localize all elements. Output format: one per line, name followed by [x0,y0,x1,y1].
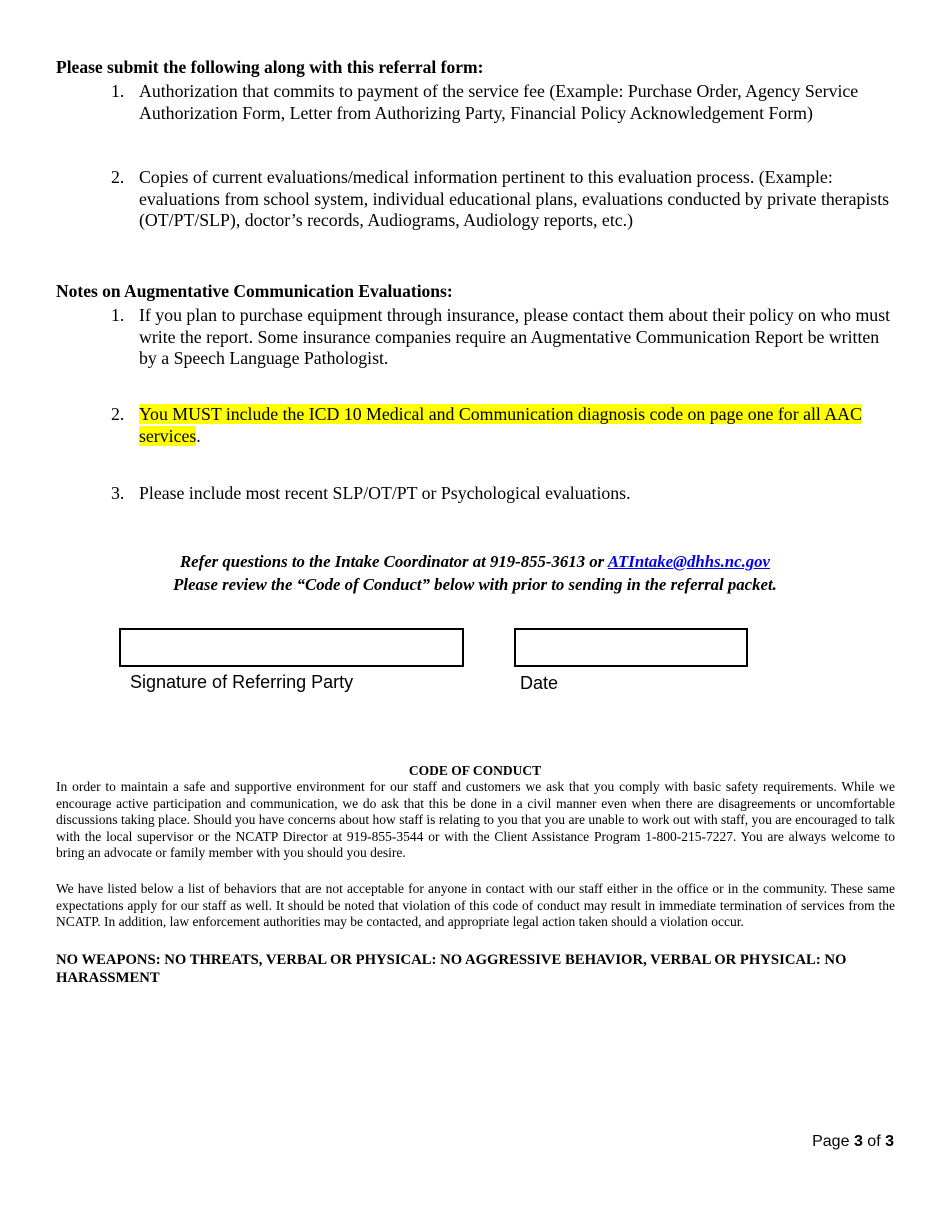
signature-label: Signature of Referring Party [130,672,354,692]
of-word: of [867,1133,881,1150]
highlighted-requirement: You MUST include the ICD 10 Medical and Communication diagnosis code on page one for all AAC services [139,404,862,446]
intake-email-link[interactable]: ATIntake@dhhs.nc.gov [607,552,771,571]
signature-field[interactable] [119,628,464,667]
submit-heading: Please submit the following along with this referral form: [56,57,484,77]
prohibited-behaviors: NO WEAPONS: NO THREATS, VERBAL OR PHYSICAL: NO AGGRESSIVE BEHAVIOR, VERBAL OR PHYSICAL: NO HARASSMENT [56,952,847,986]
period: . [196,425,201,446]
conduct-paragraph-2: We have listed below a list of behaviors that are not acceptable for anyone in contact with our staff either in the office or in the community. These same expectations apply for our staff as well. It should be noted that violation of this code of conduct may result in immediate termination of services from the NCATP. In addition, law enforcement authorities may be contacted, and appropriate legal action taken should a violation occur. [56,881,895,929]
list-text: Authorization that commits to payment of the service fee (Example: Purchase Order, Agency Service Authorization Form, Letter from Authorizing Party, Financial Policy Acknowledgement Form) [139,81,859,123]
list-number: 3. [111,483,125,503]
notes-item-1 [111,305,896,370]
notes-item-3 [111,483,896,505]
submit-item-1 [111,81,896,124]
page-number [812,1133,894,1151]
refer-line-1 [0,552,950,572]
page-total: 3 [885,1133,894,1150]
notes-item-2 [111,404,896,447]
refer-line-2: Please review the “Code of Conduct” below with prior to sending in the referral packet. [173,575,777,594]
list-text: Please include most recent SLP/OT/PT or Psychological evaluations. [139,483,631,503]
refer-text: Refer questions to the Intake Coordinator at 919-855-3613 or [179,552,608,571]
conduct-paragraph-1: In order to maintain a safe and supportive environment for our staff and customers we ask that you comply with basic safety requirements. While we encourage active participation and communication, we do ask that this be done in a civil manner even when there are disagreements or uncomfortable discussions taking place. Should you have concerns about how staff is relating to you that you are unable to work out with staff, you are encouraged to talk with the local supervisor or the NCATP Director at 919-855-3544 or with the Client Assistance Program 1-800-215-7227. You are always welcome to bring an advocate or family member with you should you desire. [56,779,895,860]
list-number: 1. [111,81,125,101]
list-number: 2. [111,167,125,187]
code-of-conduct-title: CODE OF CONDUCT [408,763,542,778]
page-word: Page [812,1133,850,1150]
date-field[interactable] [514,628,748,667]
date-label: Date [520,673,559,693]
list-text: If you plan to purchase equipment through insurance, please contact them about their policy on who must write the report. Some insurance companies require an Augmentative Communication Report be written by a Speech Language Pathologist. [139,305,891,368]
notes-heading: Notes on Augmentative Communication Evaluations: [56,281,453,301]
list-number: 2. [111,404,125,424]
submit-item-2 [111,167,896,232]
page-current: 3 [853,1133,863,1150]
list-number: 1. [111,305,125,325]
list-text: Copies of current evaluations/medical information pertinent to this evaluation process. (Example: evaluations from school system, individual educational plans, evaluations conducted by private therapists (OT/PT/SLP), doctor’s records, Audiograms, Audiology reports, etc.) [139,167,890,230]
